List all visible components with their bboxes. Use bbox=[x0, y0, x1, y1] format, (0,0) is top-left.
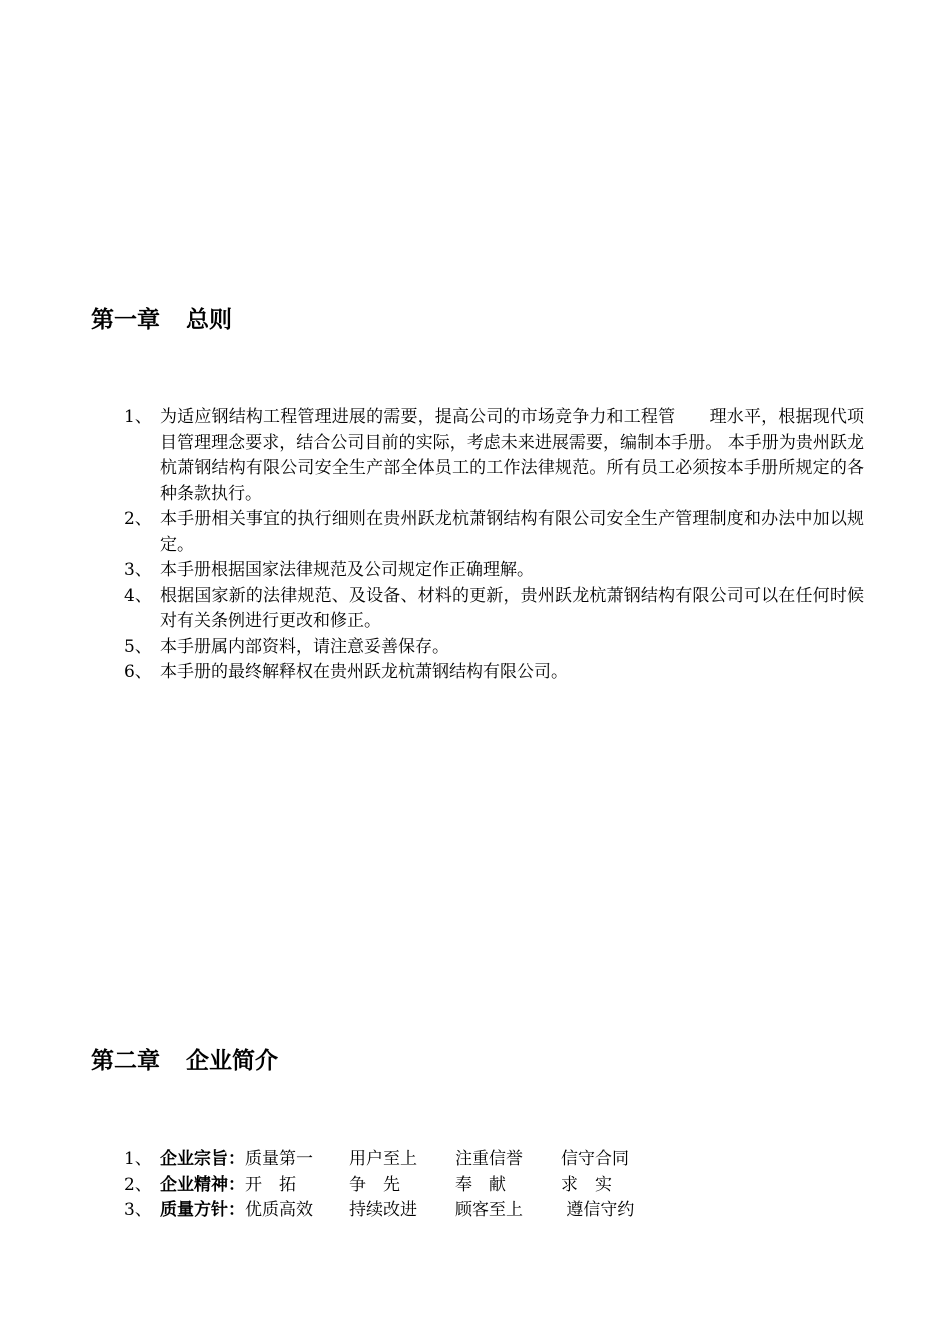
intro-values bbox=[245, 1147, 629, 1173]
intro-value: 遵信守约 bbox=[561, 1200, 635, 1220]
intro-label: 质量方针： bbox=[160, 1200, 245, 1220]
chapter-1-rules-list bbox=[124, 405, 864, 686]
intro-value: 奉 献 bbox=[455, 1174, 506, 1195]
intro-value: 开 拓 bbox=[245, 1174, 296, 1195]
list-item-number: 4、 bbox=[124, 585, 152, 606]
chapter-2-title bbox=[91, 1042, 278, 1075]
list-item-number: 1、 bbox=[124, 1149, 152, 1169]
list-item-number: 3、 bbox=[124, 1200, 152, 1220]
list-item bbox=[124, 660, 864, 686]
list-item-number: 2、 bbox=[124, 1174, 152, 1195]
list-item-text: 为适应钢结构工程管理进展的需要，提高公司的市场竞争力和工程管 理水平，根据现代项目管理理念要求，结合公司目前的实际，考虑未来进展需要，编制本手册。 本手册为贵州跃龙杭萧钢结构有限公司安全生产部全体员工的工作法律规范。所有员工必须按本手册所规定的各种条款执行。 bbox=[160, 407, 864, 504]
list-item-text: 本手册根据国家法律规范及公司规定作正确理解。 bbox=[160, 560, 534, 580]
chapter-1-number: 第一章 bbox=[91, 306, 160, 333]
intro-item-mission bbox=[124, 1147, 724, 1173]
chapter-2-name: 企业简介 bbox=[186, 1047, 278, 1074]
list-item-number: 1、 bbox=[124, 407, 152, 427]
list-item bbox=[124, 584, 864, 635]
intro-value: 顾客至上 bbox=[455, 1200, 523, 1220]
intro-value: 信守合同 bbox=[561, 1149, 629, 1169]
intro-value: 质量第一 bbox=[245, 1149, 313, 1169]
list-item bbox=[124, 635, 864, 661]
chapter-2-number: 第二章 bbox=[91, 1047, 160, 1074]
list-item-number: 5、 bbox=[124, 636, 152, 657]
chapter-1-title bbox=[91, 301, 232, 334]
intro-values bbox=[245, 1173, 612, 1199]
company-intro-list bbox=[124, 1147, 724, 1224]
intro-value: 优质高效 bbox=[245, 1200, 313, 1220]
intro-item-quality-policy bbox=[124, 1198, 724, 1224]
intro-value: 持续改进 bbox=[349, 1200, 417, 1220]
list-item-text: 本手册属内部资料，请注意妥善保存。 bbox=[160, 636, 449, 657]
list-item-text: 本手册的最终解释权在贵州跃龙杭萧钢结构有限公司。 bbox=[160, 662, 568, 682]
list-item-number: 3、 bbox=[124, 560, 152, 580]
list-item-text: 本手册相关事宜的执行细则在贵州跃龙杭萧钢结构有限公司安全生产管理制度和办法中加以规定。 bbox=[160, 509, 864, 555]
intro-value: 争 先 bbox=[349, 1174, 400, 1195]
list-item-number: 6、 bbox=[124, 662, 152, 682]
intro-value: 注重信誉 bbox=[455, 1149, 523, 1169]
list-item bbox=[124, 558, 864, 584]
list-item-number: 2、 bbox=[124, 509, 152, 529]
intro-values bbox=[245, 1198, 634, 1224]
intro-label: 企业宗旨： bbox=[160, 1149, 245, 1169]
list-item bbox=[124, 507, 864, 558]
intro-value: 用户至上 bbox=[349, 1149, 417, 1169]
intro-label: 企业精神： bbox=[160, 1174, 245, 1195]
intro-item-spirit bbox=[124, 1173, 724, 1199]
intro-value: 求 实 bbox=[561, 1174, 612, 1195]
chapter-1-name: 总则 bbox=[186, 306, 232, 333]
list-item-text: 根据国家新的法律规范、及设备、材料的更新，贵州跃龙杭萧钢结构有限公司可以在任何时候对有关条例进行更改和修正。 bbox=[160, 585, 864, 631]
list-item bbox=[124, 405, 864, 507]
